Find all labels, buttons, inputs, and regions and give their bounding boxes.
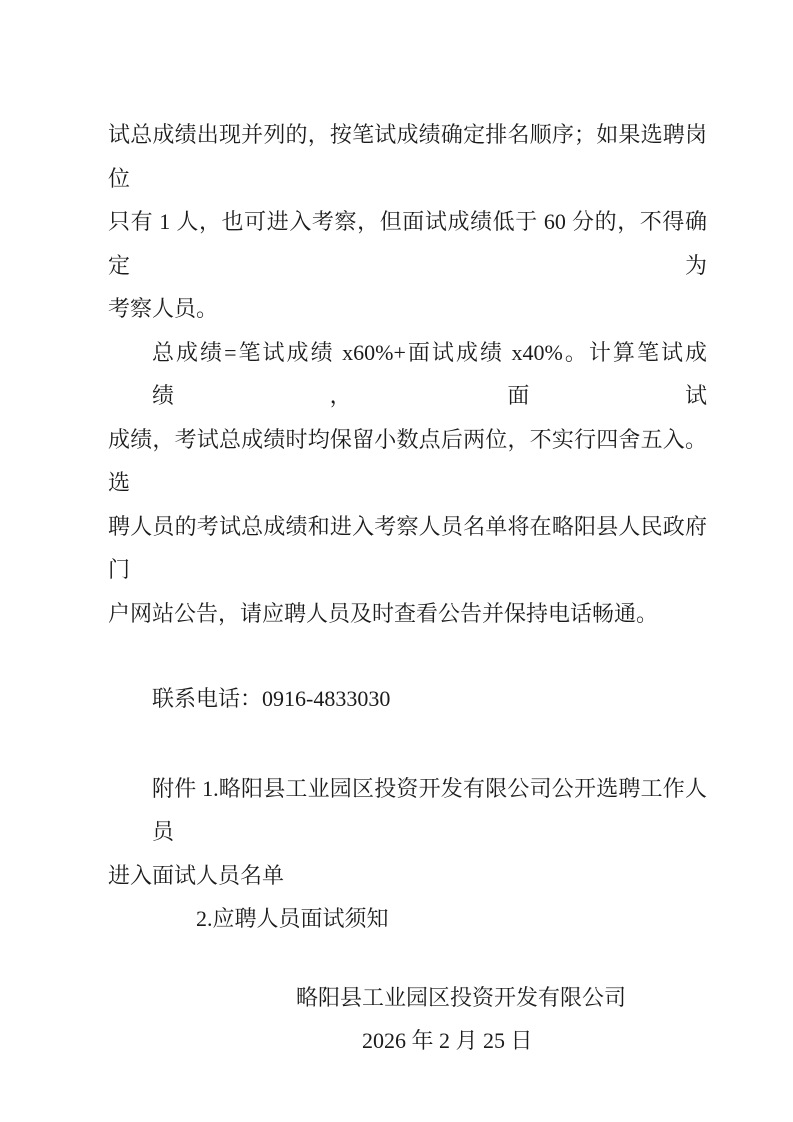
attachment-line-2: 2.应聘人员面试须知 <box>196 906 389 931</box>
contact-line <box>108 677 707 721</box>
contact-phone: 0916-4833030 <box>262 686 391 711</box>
body-text-line: 户网站公告，请应聘人员及时查看公告并保持电话畅通。 <box>108 600 659 626</box>
attachments-block <box>108 767 707 941</box>
body-text-line: 考察人员。 <box>108 296 219 321</box>
signature-date: 2026 年 2 月 25 日 <box>362 1028 533 1053</box>
body-text-line: 总成绩=笔试成绩 x60%+面试成绩 x40%。计算笔试成绩，面试 <box>152 339 707 408</box>
body-text-line: 聘人员的考试总成绩和进入考察人员名单将在略阳县人民政府门 <box>108 513 707 582</box>
attachment-line-1: 附件 1.略阳县工业园区投资开发有限公司公开选聘工作人员 <box>152 775 707 844</box>
signature-org: 略阳县工业园区投资开发有限公司 <box>296 984 627 1010</box>
attachment-line-1-continued: 进入面试人员名单 <box>108 862 285 888</box>
contact-label: 联系电话： <box>152 686 263 711</box>
body-text-line: 试总成绩出现并列的，按笔试成绩确定排名顺序；如果选聘岗位 <box>108 122 707 191</box>
body-text-line: 成绩，考试总成绩时均保留小数点后两位，不实行四舍五入。选 <box>108 426 707 495</box>
document-content <box>108 113 707 1063</box>
body-text-line: 只有 1 人，也可进入考察，但面试成绩低于 60 分的，不得确定为 <box>108 209 707 278</box>
